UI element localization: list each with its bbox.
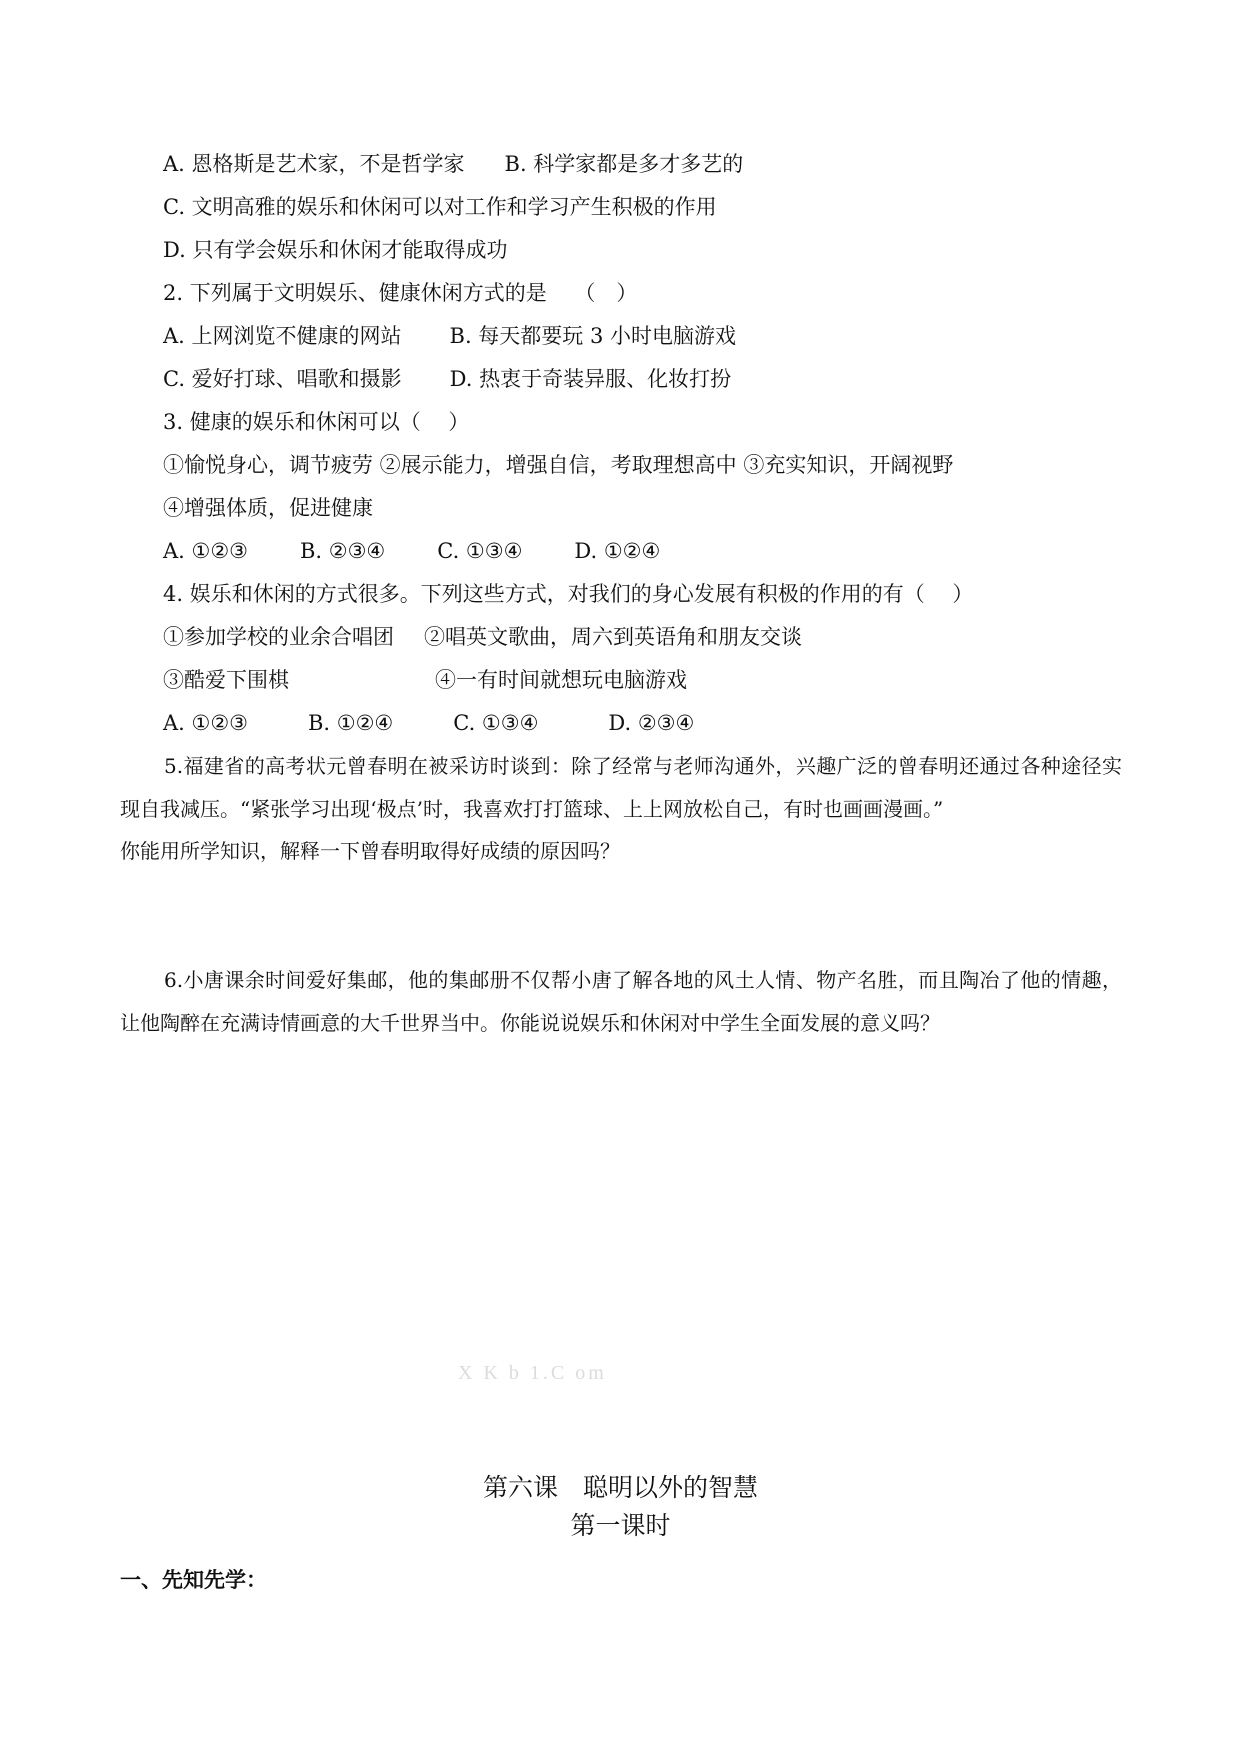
q4-option-b: B. ①②④ xyxy=(308,711,394,735)
q1-option-a: A. 恩格斯是艺术家，不是哲学家 xyxy=(163,152,465,176)
q2-option-c: C. 爱好打球、唱歌和摄影 xyxy=(163,367,402,391)
q4-items-row2 xyxy=(163,666,687,694)
q5-paragraph xyxy=(120,745,1122,873)
q1-option-b: B. 科学家都是多才多艺的 xyxy=(504,152,744,176)
watermark-text: X K b 1.C om xyxy=(458,1362,607,1384)
q4-items-row1 xyxy=(163,623,802,651)
q6-text: 6.小唐课余时间爱好集邮，他的集邮册不仅帮小唐了解各地的风土人情、物产名胜，而且陶冶了他的情趣，让他陶醉在充满诗情画意的大千世界当中。你能说说娱乐和休闲对中学生全面发展的意义吗？ xyxy=(120,968,1122,1035)
q5-question: 你能用所学知识，解释一下曾春明取得好成绩的原因吗？ xyxy=(120,839,620,863)
q4-options-row xyxy=(163,709,694,737)
q5-text: 5.福建省的高考状元曾春明在被采访时谈到：除了经常与老师沟通外，兴趣广泛的曾春明还通过各种途径实现自我减压。“紧张学习出现‘极点’时，我喜欢打打篮球、上上网放松自己，有时也画画漫画。” xyxy=(120,754,1122,821)
q3-items-line1: ①愉悦身心，调节疲劳 ②展示能力，增强自信，考取理想高中 ③充实知识，开阔视野 xyxy=(163,453,954,477)
q3-options-row xyxy=(163,537,660,565)
q2-option-d: D. 热衷于奇装异服、化妆打扮 xyxy=(449,367,732,391)
q1-options-row-ab xyxy=(163,150,743,178)
q4-option-c: C. ①③④ xyxy=(453,711,539,735)
q4-item-4: ④一有时间就想玩电脑游戏 xyxy=(435,668,687,692)
q2-options-row-ab xyxy=(163,322,736,350)
q2-option-a: A. 上网浏览不健康的网站 xyxy=(163,324,402,348)
q1-option-c: C. 文明高雅的娱乐和休闲可以对工作和学习产生积极的作用 xyxy=(163,195,717,219)
q4-item-3: ③酷爱下围棋 xyxy=(163,668,289,692)
q4-item-2: ②唱英文歌曲，周六到英语角和朋友交谈 xyxy=(424,625,802,649)
q2-stem: 2. 下列属于文明娱乐、健康休闲方式的是 （ ） xyxy=(163,281,638,305)
q2-options-row-cd xyxy=(163,365,731,393)
q1-option-d: D. 只有学会娱乐和休闲才能取得成功 xyxy=(163,238,508,262)
q3-option-a: A. ①②③ xyxy=(163,539,248,563)
q4-item-1: ①参加学校的业余合唱团 xyxy=(163,625,394,649)
q4-stem: 4. 娱乐和休闲的方式很多。下列这些方式，对我们的身心发展有积极的作用的有（ ） xyxy=(163,582,974,606)
q4-option-d: D. ②③④ xyxy=(608,711,695,735)
lesson-period: 第一课时 xyxy=(570,1511,671,1540)
q3-option-b: B. ②③④ xyxy=(300,539,386,563)
q3-option-c: C. ①③④ xyxy=(437,539,523,563)
section-heading: 一、先知先学： xyxy=(120,1568,267,1592)
q2-option-b: B. 每天都要玩 3 小时电脑游戏 xyxy=(449,324,737,348)
q3-option-d: D. ①②④ xyxy=(574,539,661,563)
q6-paragraph xyxy=(120,959,1122,1044)
q3-items-line2: ④增强体质，促进健康 xyxy=(163,496,373,520)
lesson-title: 第六课 聪明以外的智慧 xyxy=(482,1473,758,1502)
q3-stem: 3. 健康的娱乐和休闲可以（ ） xyxy=(163,410,470,434)
q4-option-a: A. ①②③ xyxy=(163,711,248,735)
